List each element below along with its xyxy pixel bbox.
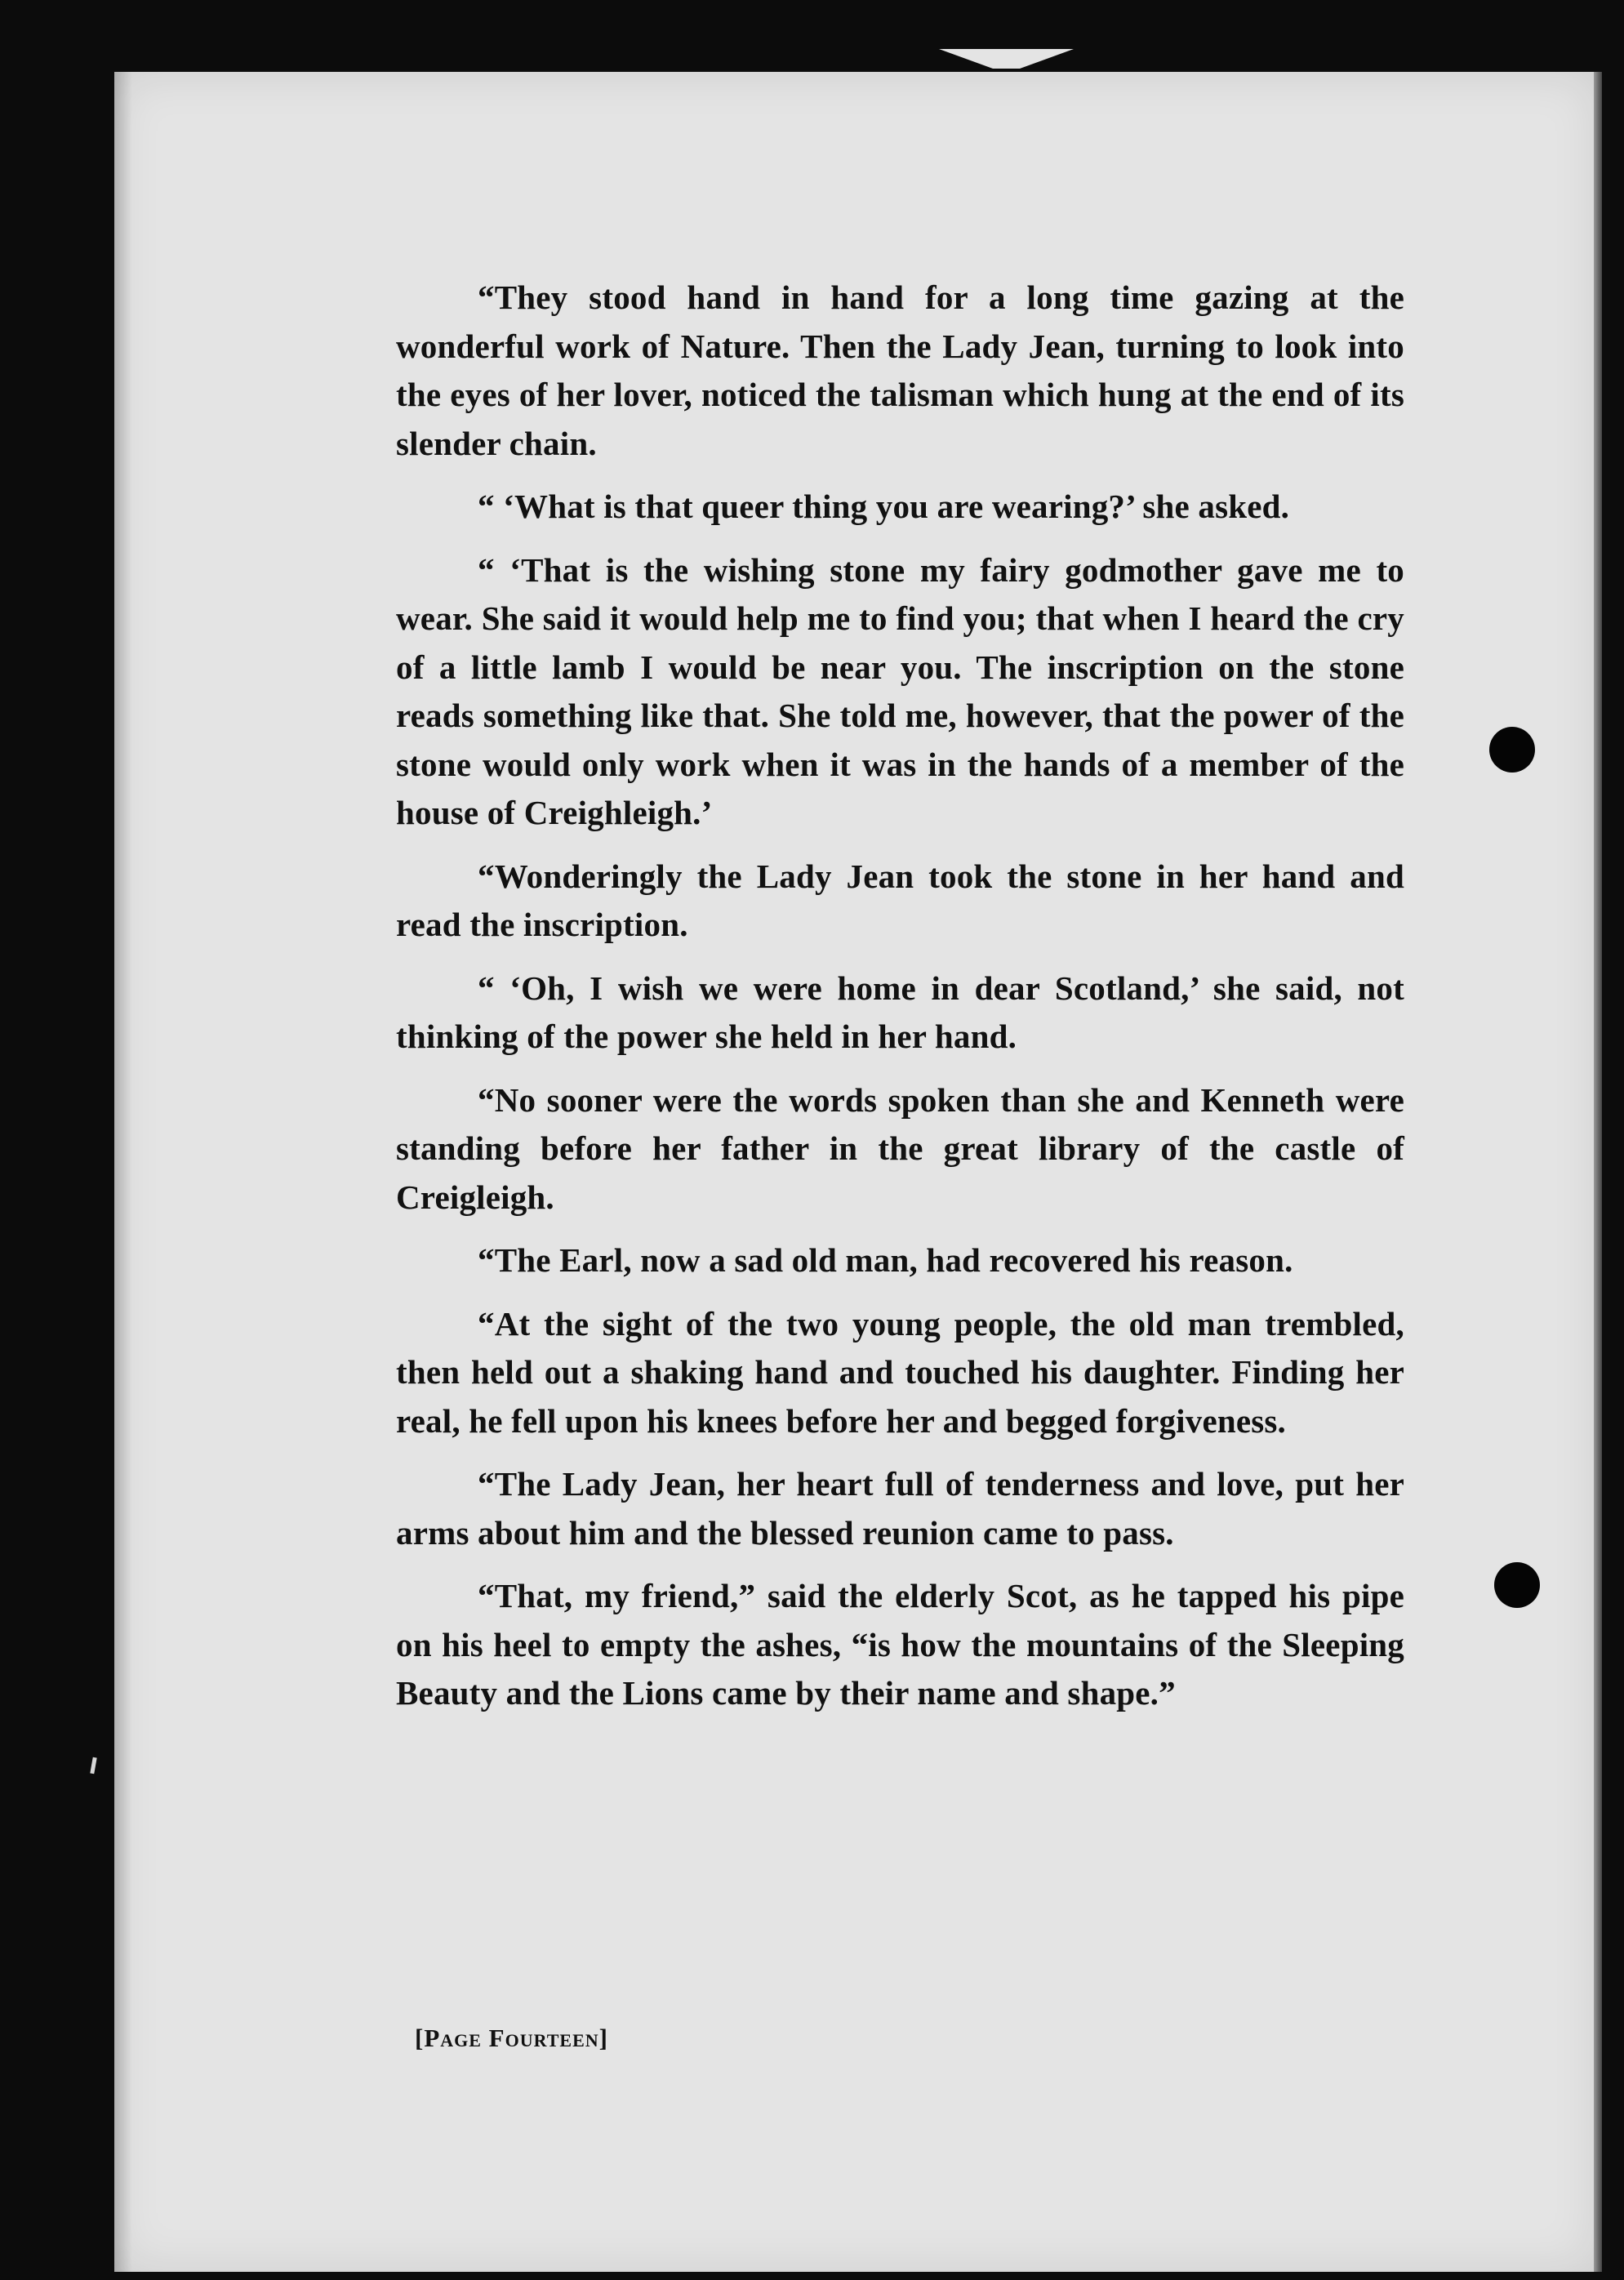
paragraph: “Wonderingly the Lady Jean took the stone in her hand and read the inscription. — [396, 857, 1404, 943]
paragraph: “ ‘Oh, I wish we were home in dear Scotland,’ she said, not thinking of the power she held in her hand. — [396, 969, 1404, 1055]
paragraph: “That, my friend,” said the elderly Scot, as he tapped his pipe on his heel to empty the ashes, “is how the mountains of the Sleeping Beauty and the Lions came by their name and shape.” — [396, 1577, 1404, 1712]
page-clip — [939, 44, 1074, 69]
story-text — [396, 274, 1404, 1733]
paragraph: “ ‘What is that queer thing you are wearing?’ she asked. — [478, 488, 1290, 525]
page-number-footer: [Page Fourteen] — [415, 2024, 608, 2052]
paragraph: “At the sight of the two young people, the old man trembled, then held out a shaking hand and touched his daughter. Finding her real, he fell upon his knees before her and begged forgiveness. — [396, 1304, 1404, 1440]
paragraph: “No sooner were the words spoken than she and Kenneth were standing before her father in the great library of the castle of Creigleigh. — [396, 1080, 1404, 1216]
binding-hole — [1494, 1562, 1540, 1608]
paper-speck — [90, 1757, 96, 1775]
page-edge-shadow — [1594, 72, 1602, 2272]
binding-hole — [1489, 727, 1535, 773]
paragraph: “The Lady Jean, her heart full of tenderness and love, put her arms about him and the blessed reunion came to pass. — [396, 1465, 1404, 1552]
paragraph: “They stood hand in hand for a long time gazing at the wonderful work of Nature. Then the Lady Jean, turning to look into the eyes of her lover, noticed the talisman which hung at the end of its slender chain. — [396, 278, 1404, 462]
paragraph: “ ‘That is the wishing stone my fairy godmother gave me to wear. She said it would help me to find you; that when I heard the cry of a little lamb I would be near you. The inscription on the stone reads something like that. She told me, however, that the power of the stone would only work when it was in the hands of a member of the house of Creighleigh.’ — [396, 550, 1404, 831]
paragraph: “The Earl, now a sad old man, had recovered his reason. — [478, 1241, 1293, 1279]
